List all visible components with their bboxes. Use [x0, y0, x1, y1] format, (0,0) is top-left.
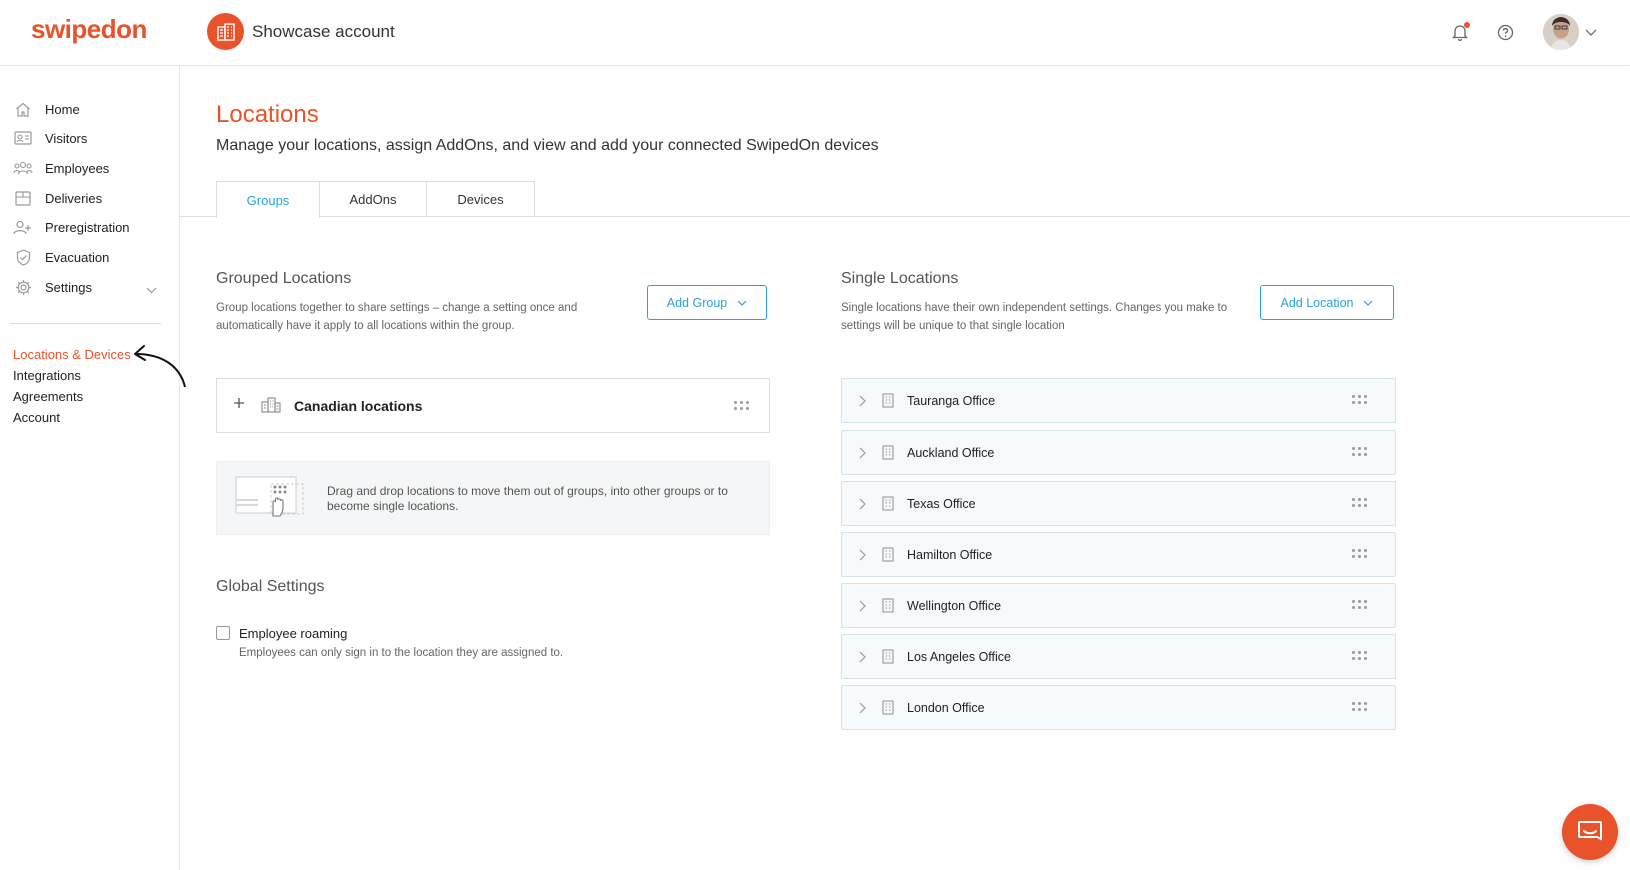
- location-name: Wellington Office: [907, 599, 1002, 613]
- building-icon: [882, 445, 894, 465]
- sidebar-item-deliveries[interactable]: [12, 185, 167, 211]
- tabs-underline: [180, 216, 1630, 217]
- building-icon: [882, 547, 894, 567]
- people-icon: [12, 158, 34, 178]
- sidebar-item-visitors[interactable]: [12, 125, 167, 151]
- location-name: Tauranga Office: [907, 394, 996, 408]
- sidebar-item-label: Employees: [45, 160, 110, 176]
- sidebar-item-label: Home: [45, 101, 80, 117]
- grouped-locations-description: Group locations together to share settings – change a setting once and automatically have it apply to all locations within the group.: [216, 302, 578, 332]
- sidebar-item-label: Visitors: [45, 130, 88, 146]
- user-menu-chevron-icon[interactable]: [1585, 24, 1597, 42]
- building-icon: [882, 598, 894, 618]
- drag-handle-icon[interactable]: [734, 401, 749, 410]
- building-icon: [882, 496, 894, 516]
- account-building-icon[interactable]: [207, 13, 244, 50]
- sidebar-item-label: Preregistration: [45, 219, 130, 235]
- building-icon: [882, 649, 894, 669]
- location-row[interactable]: [841, 634, 1396, 679]
- sidebar-subitem-integrations[interactable]: Integrations: [13, 368, 81, 383]
- account-name[interactable]: Showcase account: [252, 22, 395, 41]
- sidebar-subitem-locations-devices[interactable]: Locations & Devices: [13, 347, 131, 362]
- sidebar-item-label: Deliveries: [45, 190, 103, 206]
- drag-handle-icon[interactable]: [1352, 600, 1367, 609]
- chevron-right-icon[interactable]: [859, 599, 866, 617]
- top-bar: [0, 0, 1630, 66]
- add-location-label: Add Location: [1280, 295, 1354, 310]
- sidebar-item-employees[interactable]: [12, 155, 167, 181]
- drag-drop-illustration-icon: [235, 474, 307, 527]
- single-locations-description: Single locations have their own independent settings. Changes you make to settings will be unique to that single location: [841, 302, 1228, 332]
- employee-roaming-description: Employees can only sign in to the location they are assigned to.: [239, 647, 564, 659]
- sidebar-divider: [10, 323, 161, 324]
- location-row[interactable]: [841, 685, 1396, 730]
- grouped-locations-title: Grouped Locations: [216, 270, 352, 287]
- chat-icon: [1577, 820, 1603, 844]
- gear-icon: [12, 277, 34, 297]
- user-plus-icon: [12, 217, 34, 237]
- sidebar-item-home[interactable]: [12, 96, 167, 122]
- location-name: Texas Office: [907, 497, 976, 511]
- tab-groups[interactable]: Groups: [216, 181, 320, 218]
- location-name: Hamilton Office: [907, 548, 993, 562]
- hint-text: Drag and drop locations to move them out of groups, into other groups or to become single locations.: [327, 484, 728, 513]
- chevron-right-icon[interactable]: [859, 394, 866, 412]
- chevron-down-icon: [1363, 300, 1373, 306]
- page-subtitle: Manage your locations, assign AddOns, and view and add your connected SwipedOn devices: [216, 137, 879, 154]
- expand-plus-icon[interactable]: [233, 396, 245, 414]
- location-row[interactable]: [841, 481, 1396, 526]
- location-name: Los Angeles Office: [907, 650, 1012, 664]
- drag-handle-icon[interactable]: [1352, 549, 1367, 558]
- user-avatar[interactable]: [1543, 14, 1579, 50]
- location-row[interactable]: [841, 532, 1396, 577]
- sidebar-item-label: Settings: [45, 279, 92, 295]
- location-name: London Office: [907, 701, 985, 715]
- global-settings-title: Global Settings: [216, 578, 325, 595]
- buildings-icon: [261, 397, 281, 418]
- active-tab-gap: [217, 216, 319, 218]
- notification-bell-icon[interactable]: [1449, 21, 1471, 43]
- sidebar-subitem-agreements[interactable]: Agreements: [13, 389, 84, 404]
- single-locations-title: Single Locations: [841, 270, 959, 287]
- home-icon: [12, 99, 34, 119]
- chevron-right-icon[interactable]: [859, 701, 866, 719]
- drag-handle-icon[interactable]: [1352, 651, 1367, 660]
- sidebar: [0, 66, 180, 870]
- drag-handle-icon[interactable]: [1352, 702, 1367, 711]
- add-location-button[interactable]: [1260, 285, 1394, 320]
- sidebar-item-evacuation[interactable]: [12, 244, 167, 270]
- chat-launcher-button[interactable]: [1562, 804, 1618, 860]
- shield-icon: [12, 247, 34, 267]
- building-icon: [882, 393, 894, 413]
- location-name: Auckland Office: [907, 446, 995, 460]
- annotation-arrow-icon: [132, 341, 188, 394]
- drag-handle-icon[interactable]: [1352, 447, 1367, 456]
- chevron-right-icon[interactable]: [859, 650, 866, 668]
- sidebar-item-label: Evacuation: [45, 249, 110, 265]
- location-row[interactable]: [841, 378, 1396, 423]
- drag-drop-hint: [216, 461, 770, 535]
- building-icon: [882, 700, 894, 720]
- sidebar-item-preregistration[interactable]: [12, 214, 167, 240]
- employee-roaming-checkbox[interactable]: [216, 626, 230, 640]
- sidebar-item-settings[interactable]: [12, 274, 167, 300]
- location-row[interactable]: [841, 430, 1396, 475]
- group-row[interactable]: [216, 378, 770, 433]
- add-group-label: Add Group: [666, 295, 728, 310]
- notification-dot: [1464, 22, 1470, 28]
- drag-handle-icon[interactable]: [1352, 498, 1367, 507]
- page-title: Locations: [216, 101, 319, 128]
- location-row[interactable]: [841, 583, 1396, 628]
- tab-addons[interactable]: AddOns: [319, 181, 427, 217]
- chevron-down-icon: [737, 300, 747, 306]
- id-card-icon: [12, 128, 34, 148]
- group-name: Canadian locations: [294, 398, 423, 414]
- add-group-button[interactable]: [647, 285, 767, 320]
- tab-devices[interactable]: Devices: [426, 181, 535, 217]
- employee-roaming-label[interactable]: Employee roaming: [239, 626, 348, 641]
- chevron-right-icon[interactable]: [859, 548, 866, 566]
- chevron-right-icon[interactable]: [859, 497, 866, 515]
- sidebar-subitem-account[interactable]: Account: [13, 410, 60, 425]
- chevron-down-icon: [146, 281, 157, 299]
- drag-handle-icon[interactable]: [1352, 395, 1367, 404]
- box-icon: [12, 188, 34, 208]
- chevron-right-icon[interactable]: [859, 446, 866, 464]
- help-icon[interactable]: [1494, 21, 1516, 43]
- swipedon-logo[interactable]: swipedon: [31, 14, 147, 44]
